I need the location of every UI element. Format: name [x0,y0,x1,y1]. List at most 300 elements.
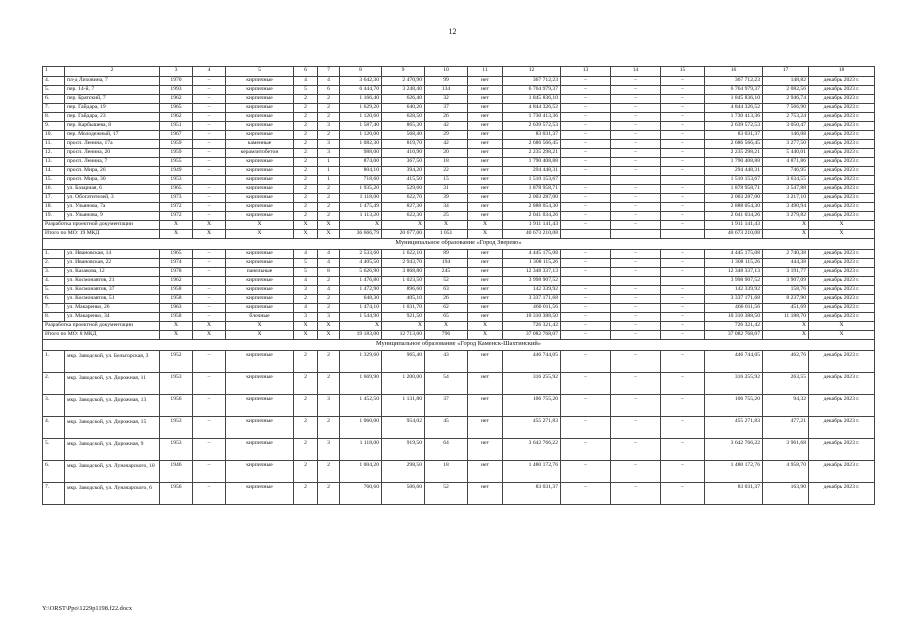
table-cell: 2 [318,193,340,202]
table-cell: 32 [425,94,468,103]
table-cell: 3. [43,394,65,416]
address-cell: мкр. Заводской, ул. Луначарского, 10 [65,460,160,482]
table-cell: 367 712,23 [503,76,561,85]
table-cell: 1 878 958,71 [705,184,763,193]
table-cell: 2 [294,139,318,148]
table-cell: 2 003 287,00 [503,193,561,202]
table-cell: блочные [226,312,294,321]
table-cell: 25 [425,211,468,220]
address-cell: мкр. Заводской, ул. Бельгорская, 3 [65,350,160,372]
table-cell: 394,20 [382,166,425,175]
table-cell: 52 [425,276,468,285]
table-cell: 2 [294,460,318,482]
address-cell: пер. Молодежный, 17 [65,130,160,139]
table-cell: 3. [43,267,65,276]
table-cell: 298,50 [382,460,425,482]
table-cell: 4. [43,416,65,438]
table-cell: 466 011,56 [705,303,763,312]
column-number-cell: 7 [318,67,340,77]
table-cell: нет [468,350,503,372]
table-cell: 2 [294,175,318,184]
table-cell: 62 [425,303,468,312]
table-cell: 18. [43,202,65,211]
summary-cell: X [160,229,193,238]
table-cell: 1962 [160,94,193,103]
summary-cell: 796 [425,330,468,339]
table-cell: 316 255,92 [503,372,561,394]
table-cell: 1. [43,249,65,258]
column-number-cell: 15 [661,67,705,77]
table-cell: – [611,211,661,220]
summary-cell: X [809,220,875,229]
table-cell: 4 [294,303,318,312]
table-cell: 827,30 [382,202,425,211]
table-cell: декабрь 2023 г. [809,112,875,121]
summary-cell: 40 673 210,08 [705,229,763,238]
table-cell: декабрь 2023 г. [809,148,875,157]
table-row [43,394,875,416]
summary-cell: X [193,330,226,339]
table-cell: кирпичные [226,482,294,504]
table-cell: – [661,482,705,504]
table-cell: – [611,416,661,438]
table-cell [561,175,611,184]
summary-cell: 726 321,42 [705,321,763,330]
table-cell: декабрь 2023 г. [809,294,875,303]
table-cell: 3 634,55 [763,175,809,184]
table-cell: 26 [425,294,468,303]
table-row [43,438,875,460]
table-cell: – [611,294,661,303]
table-cell: 2 [294,416,318,438]
table-cell: – [193,184,226,193]
table-cell: – [561,258,611,267]
table-cell: 2 041 034,26 [705,211,763,220]
table-cell: 865,30 [382,121,425,130]
summary-row [43,321,875,330]
address-cell: ул. Казакова, 12 [65,267,160,276]
address-cell: ул. Макаренко, 26 [65,303,160,312]
table-cell: 3 868,80 [382,267,425,276]
table-cell: декабрь 2023 г. [809,372,875,394]
summary-cell: X [294,229,318,238]
summary-cell: – [661,321,705,330]
table-cell: кирпичные [226,285,294,294]
address-cell: ул. Макаренко, 34 [65,312,160,321]
table-cell: кирпичные [226,193,294,202]
table-cell: 1956 [160,482,193,504]
table-cell: 163,90 [763,482,809,504]
table-cell: – [661,294,705,303]
table-cell: 2 003 287,00 [705,193,763,202]
table-cell: 1993 [160,85,193,94]
summary-cell: X [382,321,425,330]
address-cell: мкр. Заводской, ул. Дорожная, 9 [65,438,160,460]
table-cell: 3 [318,121,340,130]
table-cell: 6 444,70 [340,85,382,94]
table-cell: – [561,267,611,276]
table-cell: 2 [318,94,340,103]
table-cell: 529,60 [382,184,425,193]
summary-cell: – [561,220,611,229]
table-cell: нет [468,202,503,211]
table-cell: 1 544,90 [340,312,382,321]
table-cell: 988,00 [340,148,382,157]
table-row [43,193,875,202]
table-cell: 22 [425,166,468,175]
table-cell: 11 188,70 [763,312,809,321]
summary-cell: X [763,220,809,229]
table-cell: 1952 [160,350,193,372]
summary-cell: X [468,321,503,330]
table-cell: 7. [43,303,65,312]
table-cell [661,276,705,285]
table-row [43,249,875,258]
table-cell: 2 686 566,45 [503,139,561,148]
table-row [43,121,875,130]
table-cell: 37 [425,394,468,416]
table-cell: 3 998 907,52 [503,276,561,285]
table-cell: 367,50 [382,157,425,166]
summary-cell: X [294,220,318,229]
table-cell: 2. [43,258,65,267]
table-row [43,303,875,312]
table-cell: – [193,166,226,175]
summary-cell [611,229,661,238]
summary-cell: X [763,330,809,339]
table-cell: каменные [226,139,294,148]
table-row [43,202,875,211]
table-cell: нет [468,285,503,294]
table-cell: 1 480 172,76 [705,460,763,482]
table-cell: 194 [425,258,468,267]
table-cell: 451,69 [763,303,809,312]
summary-cell: 37 082 768,07 [705,330,763,339]
summary-cell: 1 911 141,43 [503,220,561,229]
summary-cell: X [425,321,468,330]
table-cell: – [193,372,226,394]
table-cell: кирпичные [226,460,294,482]
table-cell: 42 [425,139,468,148]
table-cell: – [561,157,611,166]
table-cell: – [561,482,611,504]
address-cell: мкр. Заводской, ул. Луначарского, 6 [65,482,160,504]
table-cell: – [661,184,705,193]
table-cell: декабрь 2023 г. [809,85,875,94]
table-cell: 1967 [160,130,193,139]
address-cell: пер. Братский, 7 [65,94,160,103]
table-cell: 5 [294,85,318,94]
table-cell: – [193,148,226,157]
table-cell: 2 041 034,26 [503,211,561,220]
table-cell: – [611,193,661,202]
table-cell: 1 790 408,88 [705,157,763,166]
table-cell: нет [468,121,503,130]
table-cell: 2 [294,211,318,220]
table-cell [561,276,611,285]
table-cell: 3 337 171,68 [503,294,561,303]
table-cell: – [193,312,226,321]
table-cell: – [193,267,226,276]
table-cell: кирпичные [226,85,294,94]
table-cell: – [193,285,226,294]
table-cell: 6 764 979,37 [705,85,763,94]
table-cell: кирпичные [226,112,294,121]
table-cell: – [561,372,611,394]
table-row [43,148,875,157]
table-cell: 2 [294,372,318,394]
table-cell: 3 998 907,52 [705,276,763,285]
table-cell: 1972 [160,211,193,220]
table-cell: 919,50 [382,438,425,460]
table-cell: 921,50 [382,312,425,321]
table-cell: 18 [425,460,468,482]
table-cell: кирпичные [226,211,294,220]
table-cell: 10 310 388,50 [705,312,763,321]
table-cell: нет [468,112,503,121]
table-cell: – [611,148,661,157]
summary-cell [561,229,611,238]
table-cell: – [661,157,705,166]
table-cell: – [193,94,226,103]
table-cell: панельные [226,267,294,276]
table-cell: 1 845 836,10 [705,94,763,103]
table-cell: – [561,202,611,211]
summary-cell: X [318,220,340,229]
table-cell: 2 082,56 [763,85,809,94]
table-row [43,350,875,372]
summary-cell: – [661,330,705,339]
table-cell: кирпичные [226,416,294,438]
table-cell: 20 [425,148,468,157]
table-cell: декабрь 2023 г. [809,76,875,85]
table-cell: 4 [318,249,340,258]
table-row [43,416,875,438]
table-cell: 4. [43,276,65,285]
table-cell: 462,76 [763,350,809,372]
table-cell: 83 031,37 [705,130,763,139]
table-cell: – [611,85,661,94]
table-cell: 4 [318,258,340,267]
table-cell: нет [468,394,503,416]
table-cell: – [611,350,661,372]
table-cell: 2 [318,416,340,438]
table-cell: декабрь 2023 г. [809,438,875,460]
table-cell: 10 310 388,50 [503,312,561,321]
table-cell: – [193,211,226,220]
table-cell: 45 [425,416,468,438]
table-cell: 746,95 [763,166,809,175]
table-cell: 1 308 115,26 [503,258,561,267]
summary-label: Разработка проектной документации [43,220,160,229]
summary-cell: X [226,229,294,238]
address-cell: просп. Мира, 26 [65,166,160,175]
table-row [43,294,875,303]
table-cell: 146,08 [763,130,809,139]
table-cell: – [193,416,226,438]
table-cell: декабрь 2023 г. [809,211,875,220]
table-cell: 14. [43,166,65,175]
table-cell: 1949 [160,166,193,175]
table-cell: 3 279,82 [763,211,809,220]
column-number-cell: 5 [226,67,294,77]
table-cell: декабрь 2023 г. [809,121,875,130]
summary-label: Итого по МО: 8 МКД [43,330,160,339]
table-cell: 6. [43,294,65,303]
table-cell: – [611,76,661,85]
table-cell: декабрь 2023 г. [809,157,875,166]
table-cell [611,276,661,285]
table-cell: 5 [294,267,318,276]
table-cell: декабрь 2023 г. [809,258,875,267]
table-cell: 4 958,70 [763,460,809,482]
table-cell: 5 626,90 [340,267,382,276]
table-cell: 142 339,92 [705,285,763,294]
table-cell: 1 166,40 [340,94,382,103]
table-cell: нет [468,294,503,303]
summary-cell: – [611,321,661,330]
summary-cell: X [340,220,382,229]
summary-cell: X [294,321,318,330]
table-cell: – [561,193,611,202]
table-cell: 3 217,10 [763,193,809,202]
table-cell: 8 237,90 [763,294,809,303]
table-cell: 1953 [160,175,193,184]
table-cell: 1946 [160,460,193,482]
table-cell: кирпичные [226,258,294,267]
table-cell: 4 [318,285,340,294]
summary-cell: X [425,220,468,229]
table-cell: 2 888 054,30 [705,202,763,211]
table-cell: – [611,438,661,460]
column-number-cell: 2 [65,67,160,77]
column-number-cell: 17 [763,67,809,77]
table-cell: – [661,139,705,148]
table-cell: декабрь 2023 г. [809,202,875,211]
table-cell: – [611,139,661,148]
table-cell: 158,76 [763,285,809,294]
table-cell: – [193,258,226,267]
table-cell: 2 639 572,53 [503,121,561,130]
table-cell: 4 445 175,08 [503,249,561,258]
table-cell: 3 277,50 [763,139,809,148]
address-cell: пл-д Лиховина, 7 [65,76,160,85]
table-cell: 1 120,60 [340,112,382,121]
address-cell: мкр. Заводской, ул. Дорожная, 15 [65,416,160,438]
table-cell: – [611,303,661,312]
table-cell: нет [468,85,503,94]
summary-cell: – [611,220,661,229]
table-cell: 1972 [160,202,193,211]
summary-cell: X [763,229,809,238]
table-cell: 18 [425,157,468,166]
table-cell: нет [468,166,503,175]
address-cell: пер. Гайдара, 19 [65,103,160,112]
summary-cell: 12 713,00 [382,330,425,339]
table-cell: – [611,184,661,193]
column-number-cell: 10 [425,67,468,77]
table-cell: декабрь 2023 г. [809,394,875,416]
table-cell: – [611,394,661,416]
table-cell: 718,60 [340,175,382,184]
table-cell: 446 744,05 [705,350,763,372]
table-cell: 1953 [160,416,193,438]
table-cell: – [661,112,705,121]
table-cell: 6 [318,85,340,94]
table-cell: нет [468,76,503,85]
table-cell: декабрь 2023 г. [809,249,875,258]
column-number-cell: 6 [294,67,318,77]
table-cell: 2 [294,121,318,130]
table-cell: 1 452,50 [340,394,382,416]
table-cell: кирпичные [226,276,294,285]
table-cell: 444,38 [763,258,809,267]
table-cell: – [661,394,705,416]
table-cell: – [661,76,705,85]
table-cell: 263,55 [763,372,809,394]
address-cell: пер. Карбышева, 8 [65,121,160,130]
table-cell: 148,82 [763,76,809,85]
table-cell: 83 031,37 [705,482,763,504]
table-cell: кирпичные [226,166,294,175]
table-cell: 4 [294,276,318,285]
address-cell: ул. Космонавтов, 37 [65,285,160,294]
table-cell: декабрь 2023 г. [809,139,875,148]
summary-cell: 19 183,00 [340,330,382,339]
table-cell: – [561,139,611,148]
summary-cell: X [160,321,193,330]
table-cell: 6. [43,94,65,103]
summary-label: Итого по МО: 19 МКД [43,229,160,238]
table-cell: – [193,139,226,148]
table-cell: 410,90 [382,148,425,157]
table-cell: 15 [425,175,468,184]
table-cell: 106 755,20 [705,394,763,416]
table-cell: – [193,112,226,121]
table-cell: 26 [425,112,468,121]
table-cell: нет [468,372,503,394]
table-cell: 1 587,40 [340,121,382,130]
table-cell: 2 740,38 [763,249,809,258]
table-cell: 466 011,56 [503,303,561,312]
table-cell: – [661,267,705,276]
table-cell: 65 [425,312,468,321]
table-cell: 405,10 [382,294,425,303]
table-row [43,482,875,504]
summary-cell: X [226,330,294,339]
table-cell: 2 470,90 [382,76,425,85]
table-cell: 34 [425,202,468,211]
table-cell: 2 235 298,21 [503,148,561,157]
table-cell: 477,21 [763,416,809,438]
table-cell: – [561,148,611,157]
table-cell: нет [468,258,503,267]
table-cell: 5 [294,258,318,267]
table-cell: 8 [318,267,340,276]
table-cell: кирпичные [226,175,294,184]
table-cell: 1 329,60 [340,350,382,372]
address-cell: пер. Гайдара, 23 [65,112,160,121]
table-cell: кирпичные [226,76,294,85]
table-cell: 7 566,90 [763,103,809,112]
table-cell: декабрь 2023 г. [809,94,875,103]
table-cell: 4 445 175,08 [705,249,763,258]
table-cell: кирпичные [226,394,294,416]
table-cell: 6. [43,460,65,482]
table-cell: – [561,394,611,416]
table-row [43,285,875,294]
summary-row [43,220,875,229]
